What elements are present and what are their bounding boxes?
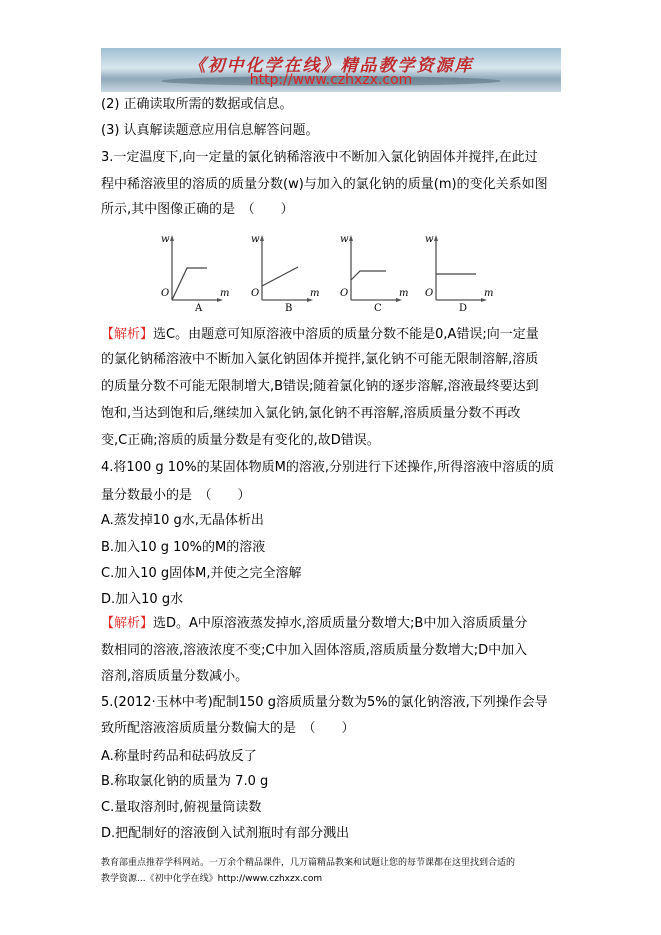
text-line: 所示,其中图像正确的是 （ ） [101, 202, 294, 217]
y-axis-label: w [161, 234, 170, 245]
y-axis-label: w [425, 234, 434, 245]
graph-option-b [252, 232, 322, 317]
option-label: C [374, 303, 382, 314]
x-axis-label: m [220, 288, 230, 299]
text-line: 致所配溶液溶质质量分数偏大的是 （ ） [101, 721, 355, 736]
analysis-text: 的氯化钠稀溶液中不断加入氯化钠固体并搅拌,氯化钠不可能无限制溶解,溶质 [101, 352, 539, 367]
graph-curve [262, 267, 298, 286]
option-c: C.加入10 g固体M,并使之完全溶解 [101, 566, 302, 581]
analysis-text: 饱和,当达到饱和后,继续加入氯化钠,氯化钠不再溶解,溶质质量分数不再改 [101, 406, 521, 421]
text-line: 量分数最小的是 （ ） [101, 488, 251, 503]
option-d: D.把配制好的溶液倒入试剂瓶时有部分溅出 [101, 826, 350, 841]
analysis-tag: 【解析】 [101, 616, 154, 631]
option-label: A [195, 303, 203, 314]
question-3: 3.一定温度下,向一定量的氯化钠稀溶液中不断加入氯化钠固体并搅拌,在此过 [101, 150, 538, 165]
analysis-tag: 【解析】 [101, 327, 154, 342]
analysis-text: 数相同的溶液,溶液浓度不变;C中加入固体溶质,溶质质量分数增大;D中加入 [101, 643, 528, 658]
option-label: B [285, 303, 293, 314]
analysis-text: 选D。A中原溶液蒸发掉水,溶质质量分数增大;B中加入溶质质量分 [153, 616, 528, 631]
footer-text: 教学资源...《初中化学在线》http://www.czhxzx.com [101, 874, 323, 884]
graph-curve [172, 268, 207, 300]
option-c: C.量取溶剂时,俯视量筒读数 [101, 800, 262, 815]
option-a: A.蒸发掉10 g水,无晶体析出 [101, 513, 264, 528]
banner-title: 《初中化学在线》精品教学资源库 [188, 56, 474, 76]
text-line: (2) 正确读取所需的数据或信息。 [101, 97, 293, 112]
header-banner [101, 48, 561, 92]
graph-option-d [426, 232, 496, 317]
option-b: B.加入10 g 10%的M的溶液 [101, 540, 266, 555]
option-label: D [459, 303, 468, 314]
text-line: 程中稀溶液里的溶质的质量分数(w)与加入的氯化钠的质量(m)的变化关系如图 [101, 177, 548, 192]
y-axis-label: w [251, 234, 260, 245]
y-axis-label: w [340, 234, 349, 245]
graph-curve [351, 271, 386, 280]
question-5: 5.(2012·玉林中考)配制150 g溶质质量分数为5%的氯化钠溶液,下列操作会导 [101, 695, 548, 710]
analysis-text: 溶剂,溶质质量分数减小。 [101, 669, 249, 684]
analysis-text: 选C。由题意可知原溶液中溶质的质量分数不能是0,A错误;向一定量 [153, 327, 539, 342]
graph-option-c [341, 232, 411, 317]
x-axis-label: m [399, 288, 409, 299]
analysis-text: 的质量分数不可能无限制增大,B错误;随着氯化钠的逐步溶解,溶液最终要达到 [101, 379, 539, 394]
x-axis-label: m [310, 288, 320, 299]
option-b: B.称取氯化钠的质量为 7.0 g [101, 774, 269, 789]
graph-option-a [162, 232, 232, 317]
text-line: (3) 认真解读题意应用信息解答问题。 [101, 123, 319, 138]
analysis-line [101, 616, 527, 632]
analysis-text: 变,C正确;溶质的质量分数是有变化的,故D错误。 [101, 433, 380, 448]
origin-label: O [340, 288, 349, 299]
analysis-line [101, 327, 539, 343]
origin-label: O [425, 288, 434, 299]
question-4: 4.将100 g 10%的某固体物质M的溶液,分别进行下述操作,所得溶液中溶质的质 [101, 460, 555, 475]
option-a: A.称量时药品和砝码放反了 [101, 749, 257, 764]
origin-label: O [251, 288, 260, 299]
footer-text: 教育部重点推荐学科网站。一万余个精品课件，几万篇精品教案和试题让您的每节课都在这里找到合适的 [101, 858, 516, 868]
origin-label: O [161, 288, 170, 299]
option-d: D.加入10 g水 [101, 592, 184, 607]
x-axis-label: m [484, 288, 494, 299]
banner-url[interactable]: http://www.czhxzx.com [249, 72, 413, 88]
